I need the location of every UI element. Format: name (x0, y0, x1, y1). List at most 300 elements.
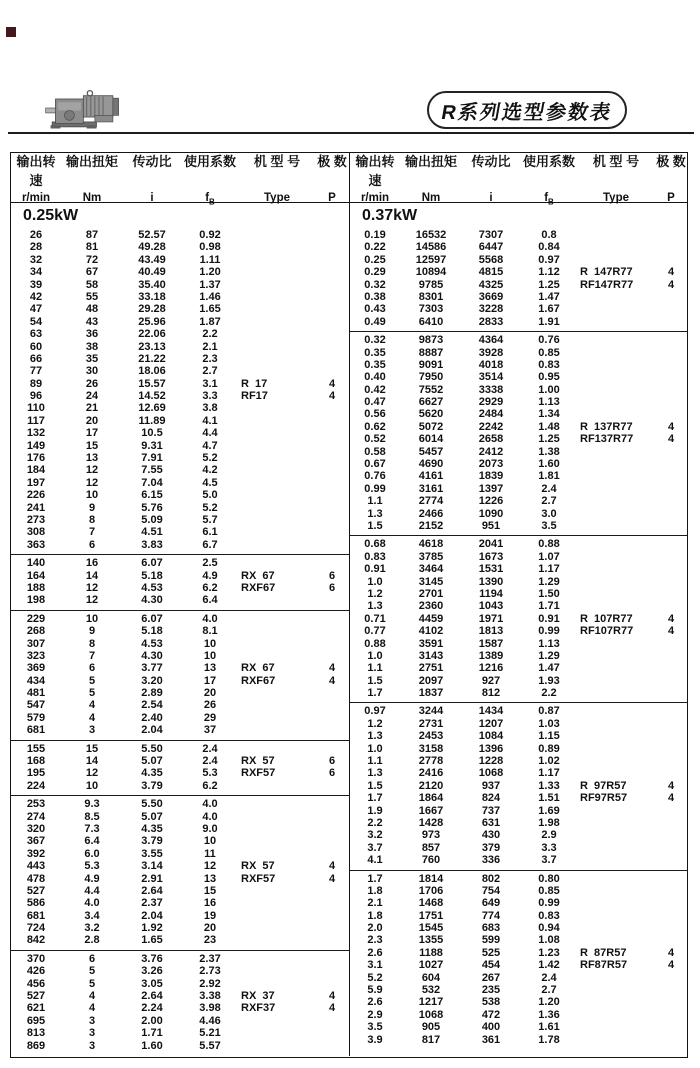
cell-service-factor: 1.65 (199, 303, 221, 316)
table-row (11, 229, 349, 241)
table-row (350, 767, 687, 779)
cell-type (239, 415, 315, 427)
cell-service-factor: 13 (203, 662, 217, 675)
cell-type (578, 1009, 654, 1021)
cell-output-torque: 3.4 (84, 909, 100, 922)
header-unit-poles: P (328, 191, 336, 204)
cell-output-torque: 9785 (418, 278, 444, 291)
table-row (11, 241, 349, 253)
table-row (350, 718, 687, 730)
table-row (350, 934, 687, 946)
cell-output-speed: 1.9 (367, 804, 383, 817)
cell-output-torque: 16532 (415, 229, 447, 241)
power-rating-label: 0.37kW (362, 207, 418, 224)
cell-ratio: 1084 (478, 730, 504, 743)
header-unit-service-factor: $f_B$ (205, 191, 215, 207)
cell-output-speed: 0.43 (364, 303, 386, 316)
cell-output-speed: 456 (26, 977, 46, 990)
cell-output-speed: 195 (26, 767, 46, 780)
cell-ratio: 3.83 (141, 538, 163, 551)
cell-output-speed: 1.2 (367, 717, 383, 730)
header-divider-rule (8, 132, 694, 134)
cell-output-speed: 89 (29, 377, 43, 390)
cell-type (578, 984, 654, 996)
cell-service-factor: 1.17 (538, 767, 560, 780)
cell-output-speed: 308 (26, 526, 46, 539)
table-row (11, 440, 349, 452)
cell-poles (315, 885, 349, 897)
cell-output-speed: 0.19 (364, 229, 386, 241)
cell-ratio: 5568 (478, 253, 504, 266)
header-ratio: 传动比 (471, 153, 511, 169)
cell-poles (315, 687, 349, 699)
cell-output-torque: 3 (88, 1039, 96, 1052)
cell-poles: 6 (328, 569, 336, 582)
table-row (11, 873, 349, 885)
cell-service-factor: 1.20 (538, 996, 560, 1009)
cell-type: RXF37 (241, 1002, 276, 1015)
cell-ratio: 927 (481, 674, 501, 687)
cell-output-speed: 0.58 (364, 445, 386, 458)
cell-output-speed: 164 (26, 569, 46, 582)
table-row (11, 316, 349, 328)
table-row (350, 984, 687, 996)
cell-output-torque: 35 (85, 352, 99, 365)
cell-service-factor: 5.57 (199, 1039, 221, 1052)
cell-output-torque: 3 (88, 724, 96, 737)
cell-output-speed: 0.83 (364, 550, 386, 563)
cell-poles (654, 730, 687, 742)
cell-output-torque: 1837 (418, 687, 444, 700)
cell-ratio: 5.07 (141, 755, 163, 768)
cell-output-speed: 0.29 (364, 266, 386, 279)
cell-output-torque: 2120 (418, 779, 444, 792)
cell-ratio: 2.40 (141, 711, 163, 724)
cell-poles (654, 984, 687, 996)
cell-service-factor: 0.98 (199, 241, 221, 254)
cell-poles (654, 805, 687, 817)
cell-service-factor: 23 (203, 934, 217, 947)
cell-ratio: 2412 (478, 445, 504, 458)
table-row (11, 415, 349, 427)
cell-output-torque: 2453 (418, 730, 444, 743)
table-section (11, 950, 349, 1055)
cell-ratio: 2.04 (141, 909, 163, 922)
cell-service-factor: 5.2 (202, 501, 218, 514)
cell-output-torque: 1428 (418, 816, 444, 829)
table-row (11, 341, 349, 353)
cell-ratio: 7.55 (141, 464, 163, 477)
cell-type (239, 464, 315, 476)
cell-output-speed: 478 (26, 872, 46, 885)
cell-type (239, 724, 315, 736)
cell-poles (654, 508, 687, 520)
cell-output-speed: 586 (26, 897, 46, 910)
cell-output-speed: 224 (26, 779, 46, 792)
cell-output-torque: 1706 (418, 884, 444, 897)
header-poles: 极 数 (317, 153, 347, 169)
cell-output-speed: 392 (26, 847, 46, 860)
table-row (11, 452, 349, 464)
cell-type (239, 811, 315, 823)
cell-poles: 4 (328, 377, 336, 390)
table-row (11, 934, 349, 946)
table-row (11, 897, 349, 909)
cell-ratio: 2.37 (141, 897, 163, 910)
cell-poles (654, 563, 687, 575)
table-row (11, 835, 349, 847)
cell-type (239, 650, 315, 662)
table-row (11, 922, 349, 934)
table-row (11, 570, 349, 582)
cell-poles: 4 (328, 990, 336, 1003)
cell-service-factor: 0.85 (538, 346, 560, 359)
table-row (350, 408, 687, 420)
cell-poles (654, 675, 687, 687)
table-row (11, 582, 349, 594)
cell-poles (315, 427, 349, 439)
cell-type (578, 650, 654, 662)
cell-service-factor: 10 (203, 637, 217, 650)
cell-output-speed: 0.35 (364, 346, 386, 359)
cell-output-speed: 2.6 (367, 946, 383, 959)
table-row (350, 316, 687, 328)
cell-service-factor: 2.7 (541, 984, 557, 997)
cell-ratio: 525 (481, 946, 501, 959)
cell-output-torque: 5072 (418, 420, 444, 433)
table-row (350, 829, 687, 841)
cell-ratio: 4.35 (141, 822, 163, 835)
table-row (11, 526, 349, 538)
cell-output-speed: 3.9 (367, 1033, 383, 1046)
cell-poles (315, 699, 349, 711)
cell-output-speed: 0.71 (364, 612, 386, 625)
cell-service-factor: 1.29 (538, 575, 560, 588)
cell-service-factor: 4.1 (202, 414, 218, 427)
cell-ratio: 5.50 (141, 798, 163, 811)
cell-output-speed: 110 (27, 402, 45, 415)
cell-service-factor: 20 (203, 687, 217, 700)
cell-type (239, 897, 315, 909)
table-row (350, 433, 687, 445)
header-unit-ratio: i (150, 191, 154, 204)
cell-poles (315, 743, 349, 755)
cell-ratio: 361 (481, 1033, 501, 1046)
cell-poles (654, 767, 687, 779)
cell-output-torque: 857 (421, 841, 441, 854)
cell-type (239, 557, 315, 569)
cell-type (239, 353, 315, 365)
cell-service-factor: 1.25 (538, 278, 560, 291)
cell-output-torque: 2097 (418, 674, 444, 687)
cell-ratio: 3.14 (141, 860, 163, 873)
cell-service-factor: 37 (203, 724, 217, 737)
cell-ratio: 267 (481, 971, 501, 984)
cell-service-factor: 1.33 (538, 779, 560, 792)
corner-mark (6, 27, 16, 37)
cell-ratio: 1216 (478, 662, 504, 675)
cell-output-speed: 1.0 (367, 575, 383, 588)
table-row (350, 551, 687, 563)
cell-output-speed: 527 (26, 884, 46, 897)
cell-output-speed: 42 (29, 290, 43, 303)
cell-output-speed: 369 (26, 662, 46, 675)
cell-type (578, 254, 654, 266)
table-section (350, 535, 687, 702)
cell-service-factor: 2.73 (199, 965, 221, 978)
cell-type (239, 835, 315, 847)
cell-service-factor: 1.07 (538, 550, 560, 563)
table-row (350, 347, 687, 359)
cell-type (578, 897, 654, 909)
table-row (350, 897, 687, 909)
cell-ratio: 3.76 (141, 952, 163, 965)
table-row (11, 953, 349, 965)
cell-poles (654, 520, 687, 532)
cell-output-speed: 0.35 (364, 358, 386, 371)
cell-service-factor: 4.4 (202, 427, 218, 440)
cell-output-torque: 5620 (418, 408, 444, 421)
cell-poles (315, 266, 349, 278)
table-row (11, 885, 349, 897)
gearmotor-photo-icon (44, 84, 126, 132)
header-unit-output-speed: r/min (360, 191, 390, 204)
table-row (11, 279, 349, 291)
table-row (350, 384, 687, 396)
table-row (350, 613, 687, 625)
cell-poles (315, 638, 349, 650)
cell-type (578, 334, 654, 346)
table-row (11, 965, 349, 977)
cell-output-speed: 370 (26, 952, 46, 965)
table-row (11, 1040, 349, 1052)
cell-service-factor: 0.94 (538, 922, 560, 935)
cell-type (578, 563, 654, 575)
cell-service-factor: 3.8 (202, 402, 218, 415)
cell-ratio: 683 (481, 922, 501, 935)
cell-output-speed: 66 (29, 352, 43, 365)
cell-output-torque: 3785 (418, 550, 444, 563)
cell-output-speed: 481 (26, 687, 46, 700)
cell-output-speed: 1.7 (367, 792, 383, 805)
cell-service-factor: 16 (203, 897, 217, 910)
cell-output-speed: 32 (29, 253, 43, 266)
table-row (11, 328, 349, 340)
cell-poles: 4 (328, 860, 336, 873)
table-row (350, 1009, 687, 1021)
cell-poles (315, 724, 349, 736)
cell-type (578, 817, 654, 829)
cell-service-factor: 0.85 (538, 884, 560, 897)
cell-ratio: 3338 (478, 383, 504, 396)
cell-output-speed: 2.2 (367, 816, 383, 829)
cell-poles (654, 495, 687, 507)
cell-output-torque: 9 (88, 501, 96, 514)
cell-poles (654, 829, 687, 841)
table-row (11, 303, 349, 315)
cell-poles (315, 625, 349, 637)
table-row (11, 811, 349, 823)
table-section (11, 227, 349, 554)
table-row (11, 823, 349, 835)
table-row (350, 1034, 687, 1046)
table-row (350, 279, 687, 291)
table-row (11, 291, 349, 303)
cell-ratio: 4.53 (141, 637, 163, 650)
cell-type (239, 514, 315, 526)
cell-service-factor: 2.1 (202, 340, 218, 353)
cell-output-speed: 579 (26, 711, 46, 724)
cell-output-speed: 0.68 (364, 538, 386, 551)
cell-ratio: 1.71 (141, 1027, 163, 1040)
cell-service-factor: 1.12 (538, 266, 560, 279)
table-row (350, 755, 687, 767)
table-row (350, 996, 687, 1008)
cell-type (578, 996, 654, 1008)
cell-poles (315, 526, 349, 538)
cell-type (578, 842, 654, 854)
cell-type (239, 279, 315, 291)
cell-service-factor: 1.02 (538, 755, 560, 768)
cell-poles (315, 613, 349, 625)
cell-service-factor: 9.0 (202, 822, 218, 835)
cell-ratio: 3228 (478, 303, 504, 316)
cell-ratio: 18.06 (138, 365, 166, 378)
cell-output-torque: 8 (88, 513, 96, 526)
cell-ratio: 336 (481, 854, 501, 867)
cell-poles (654, 291, 687, 303)
cell-service-factor: 1.11 (199, 253, 221, 266)
cell-service-factor: 3.3 (202, 390, 218, 403)
cell-type (239, 823, 315, 835)
cell-service-factor: 5.0 (202, 489, 218, 502)
table-row (11, 798, 349, 810)
cell-type: R 107R77 (580, 612, 633, 625)
cell-output-torque: 2360 (418, 600, 444, 613)
cell-poles (315, 514, 349, 526)
cell-output-speed: 47 (29, 303, 43, 316)
cell-output-speed: 2.1 (367, 897, 383, 910)
cell-output-speed: 198 (26, 594, 46, 607)
cell-type (239, 922, 315, 934)
series-title-badge (427, 91, 627, 129)
cell-output-speed: 813 (26, 1027, 46, 1040)
cell-service-factor: 1.08 (538, 934, 560, 947)
cell-type (239, 965, 315, 977)
cell-output-torque: 6627 (418, 396, 444, 409)
cell-service-factor: 1.13 (538, 396, 560, 409)
selection-parameter-table (10, 152, 688, 1058)
cell-output-torque: 10 (85, 612, 99, 625)
table-row (350, 538, 687, 550)
cell-type (239, 978, 315, 990)
table-section (11, 795, 349, 950)
cell-ratio: 2.24 (141, 1002, 163, 1015)
cell-service-factor: 6.2 (202, 581, 218, 594)
cell-service-factor: 4.0 (202, 810, 218, 823)
cell-ratio: 7307 (478, 229, 504, 241)
cell-service-factor: 4.9 (202, 569, 218, 582)
cell-type (578, 743, 654, 755)
cell-service-factor: 2.92 (199, 977, 221, 990)
cell-output-torque: 3.2 (84, 922, 100, 935)
cell-ratio: 6447 (478, 241, 504, 254)
cell-output-torque: 2416 (418, 767, 444, 780)
table-row (350, 792, 687, 804)
cell-output-torque: 760 (421, 854, 441, 867)
table-row (350, 1021, 687, 1033)
cell-service-factor: 4.46 (199, 1014, 221, 1027)
cell-service-factor: 2.2 (541, 687, 557, 700)
table-row (350, 241, 687, 253)
cell-poles (654, 551, 687, 563)
table-row (11, 464, 349, 476)
header-unit-poles: P (667, 191, 675, 204)
cell-poles (315, 922, 349, 934)
cell-service-factor: 2.7 (541, 495, 557, 508)
cell-output-speed: 241 (26, 501, 46, 514)
table-row (11, 978, 349, 990)
table-row (350, 359, 687, 371)
cell-output-speed: 320 (26, 822, 46, 835)
cell-output-torque: 15 (85, 742, 99, 755)
cell-output-torque: 1217 (418, 996, 444, 1009)
table-row (11, 502, 349, 514)
cell-poles (654, 229, 687, 241)
cell-output-torque: 3244 (418, 705, 444, 718)
cell-output-speed: 184 (26, 464, 46, 477)
cell-type (578, 371, 654, 383)
cell-poles (654, 483, 687, 495)
cell-output-torque: 3464 (418, 563, 444, 576)
cell-poles: 4 (667, 779, 675, 792)
cell-output-torque: 532 (421, 984, 441, 997)
cell-poles (654, 910, 687, 922)
cell-output-torque: 6.0 (84, 847, 100, 860)
cell-poles (315, 489, 349, 501)
table-row (350, 873, 687, 885)
table-row (11, 990, 349, 1002)
cell-service-factor: 1.38 (538, 445, 560, 458)
cell-type (239, 885, 315, 897)
cell-type (239, 1015, 315, 1027)
cell-type (239, 934, 315, 946)
cell-output-torque: 6410 (418, 315, 444, 328)
cell-poles: 4 (667, 278, 675, 291)
cell-service-factor: 2.4 (202, 755, 218, 768)
cell-poles (315, 241, 349, 253)
table-row (350, 229, 687, 241)
table-row (11, 365, 349, 377)
cell-ratio: 599 (481, 934, 501, 947)
table-row (11, 402, 349, 414)
cell-type (578, 910, 654, 922)
table-row (350, 266, 687, 278)
cell-ratio: 52.57 (138, 229, 166, 241)
cell-output-speed: 0.67 (364, 458, 386, 471)
header-service-factor: 使用系数 (522, 153, 575, 169)
cell-poles (654, 755, 687, 767)
cell-output-speed: 96 (29, 390, 43, 403)
cell-type (578, 303, 654, 315)
table-row (11, 699, 349, 711)
cell-service-factor: 6.2 (202, 779, 218, 792)
cell-type: RX 67 (241, 662, 275, 675)
cell-output-speed: 2.3 (367, 934, 383, 947)
cell-service-factor: 4.2 (202, 464, 218, 477)
cell-output-torque: 4102 (418, 625, 444, 638)
sections (11, 227, 349, 1055)
